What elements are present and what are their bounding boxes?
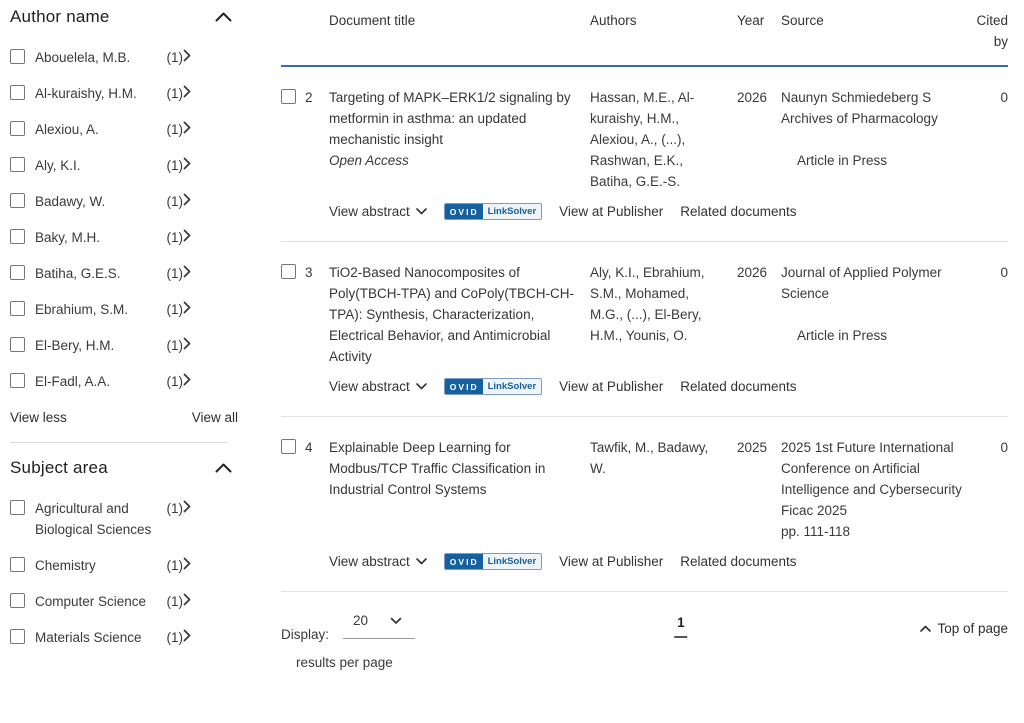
linksolver-label: LinkSolver <box>483 379 542 394</box>
subject-facet-item[interactable] <box>10 627 240 648</box>
related-documents-link[interactable]: Related documents <box>680 204 797 219</box>
pagination <box>674 612 688 638</box>
document-title-link[interactable]: Explainable Deep Learning for Modbus/TCP Traffic Classification in Industrial Control Systems <box>329 440 546 497</box>
results-list <box>281 67 1008 592</box>
cited-by-cell[interactable]: 0 <box>1000 440 1008 455</box>
author-facet-item[interactable] <box>10 119 240 140</box>
year-cell: 2026 <box>737 265 768 280</box>
source-cell <box>781 437 975 542</box>
facet-label: Badawy, W. <box>35 194 106 209</box>
chevron-right-icon[interactable] <box>183 498 201 513</box>
authors-cell: Aly, K.I., Ebrahium, S.M., Mohamed, M.G., (...), El-Bery, H.M., Younis, O. <box>590 265 705 343</box>
source-cell <box>781 87 975 171</box>
facet-label: Abouelela, M.B. <box>35 50 131 65</box>
author-facet-links <box>10 407 238 428</box>
subject-facet-item[interactable] <box>10 555 240 576</box>
ovid-logo: OVID <box>445 379 483 394</box>
facet-count: (1) <box>166 302 183 317</box>
facet-label: Agricultural and Biological Sciences <box>35 501 152 537</box>
facet-label: Al-kuraishy, H.M. <box>35 86 137 101</box>
chevron-right-icon[interactable] <box>183 119 201 134</box>
source-title: Naunyn Schmiedeberg S Archives of Pharmacology <box>781 90 938 126</box>
facet-label: Alexiou, A. <box>35 122 99 137</box>
author-facet-list <box>10 47 240 392</box>
column-header-authors: Authors <box>590 13 637 28</box>
facet-checkbox[interactable] <box>10 629 25 644</box>
chevron-down-icon <box>416 383 427 390</box>
author-facet-item[interactable] <box>10 263 240 284</box>
facet-label: Batiha, G.E.S. <box>35 266 121 281</box>
ovid-logo: OVID <box>445 204 483 219</box>
column-header-cited-by: Cited by <box>976 13 1008 49</box>
cited-by-cell[interactable]: 0 <box>1000 90 1008 105</box>
subject-facet-header[interactable] <box>10 457 240 478</box>
results-per-page-select[interactable] <box>343 610 415 639</box>
column-header-year: Year <box>737 13 765 28</box>
view-abstract-label: View abstract <box>329 379 410 394</box>
document-checkbox[interactable] <box>281 264 296 279</box>
ovid-logo: OVID <box>445 554 483 569</box>
chevron-right-icon[interactable] <box>183 299 201 314</box>
facet-count: (1) <box>166 122 183 137</box>
chevron-right-icon[interactable] <box>183 555 201 570</box>
view-abstract-toggle[interactable] <box>329 551 427 572</box>
facet-label: Chemistry <box>35 558 96 573</box>
article-in-press-label: Article in Press <box>797 328 888 343</box>
facet-divider <box>10 442 228 443</box>
chevron-right-icon[interactable] <box>183 627 201 642</box>
cited-by-cell[interactable]: 0 <box>1000 265 1008 280</box>
chevron-right-icon[interactable] <box>183 83 201 98</box>
facet-checkbox[interactable] <box>10 557 25 572</box>
display-control <box>281 610 1008 645</box>
facet-count: (1) <box>166 630 183 645</box>
row-number: 2 <box>305 90 313 105</box>
author-name-facet <box>10 6 240 428</box>
view-abstract-label: View abstract <box>329 204 410 219</box>
facet-count: (1) <box>166 558 183 573</box>
chevron-down-icon <box>416 558 427 565</box>
authors-cell: Hassan, M.E., Al-kuraishy, H.M., Alexiou, A., (...), Rashwan, E.K., Batiha, G.E.-S. <box>590 90 695 189</box>
document-title-cell <box>329 87 590 171</box>
author-facet-header[interactable] <box>10 6 240 27</box>
facet-checkbox[interactable] <box>10 593 25 608</box>
year-cell: 2026 <box>737 90 768 105</box>
source-cell <box>781 262 975 346</box>
facet-checkbox[interactable] <box>10 500 25 515</box>
facet-count: (1) <box>166 50 183 65</box>
document-title-cell <box>329 262 590 367</box>
year-cell: 2025 <box>737 440 768 455</box>
view-less-link[interactable]: View less <box>10 410 67 425</box>
facet-label: El-Bery, H.M. <box>35 338 115 353</box>
page-number-current[interactable]: 1 <box>674 612 688 638</box>
results-table-header <box>281 10 1008 67</box>
facet-label: Computer Science <box>35 594 147 609</box>
row-number: 4 <box>305 440 313 455</box>
row-number: 3 <box>305 265 313 280</box>
related-documents-link[interactable]: Related documents <box>680 554 797 569</box>
per-page-value: 20 <box>353 613 369 628</box>
document-checkbox[interactable] <box>281 439 296 454</box>
row-actions <box>329 376 1008 397</box>
source-title: 2025 1st Future International Conference on Artificial Intelligence and Cybersecurity Ficac 2025 <box>781 440 962 518</box>
document-title-link[interactable]: Targeting of MAPK–ERK1/2 signaling by metformin in asthma: an updated mechanistic insight <box>329 90 571 147</box>
top-of-page-label: Top of page <box>937 621 1008 636</box>
facet-label: Baky, M.H. <box>35 230 101 245</box>
facet-count: (1) <box>166 501 183 516</box>
facet-count: (1) <box>166 266 183 281</box>
ovid-linksolver-button[interactable] <box>444 378 542 395</box>
results-main <box>255 0 1024 723</box>
chevron-right-icon[interactable] <box>183 371 201 386</box>
subject-facet-item[interactable] <box>10 498 240 540</box>
author-facet-item[interactable] <box>10 155 240 176</box>
facet-label: El-Fadl, A.A. <box>35 374 111 389</box>
document-title-link[interactable]: TiO2-Based Nanocomposites of Poly(TBCH-TPA) and CoPoly(TBCH-CH-TPA): Synthesis, Characterization, Electrical Behavior, and Antimicrobial Activity <box>329 265 575 364</box>
linksolver-label: LinkSolver <box>483 554 542 569</box>
facet-checkbox[interactable] <box>10 337 25 352</box>
view-abstract-label: View abstract <box>329 554 410 569</box>
subject-facet-item[interactable] <box>10 591 240 612</box>
chevron-down-icon <box>390 617 402 625</box>
author-facet-item[interactable] <box>10 47 240 68</box>
chevron-up-icon <box>920 625 931 632</box>
refine-results-sidebar <box>0 0 255 723</box>
facet-count: (1) <box>166 158 183 173</box>
author-facet-item[interactable] <box>10 371 240 392</box>
ovid-linksolver-button[interactable] <box>444 553 542 570</box>
document-checkbox[interactable] <box>281 89 296 104</box>
facet-checkbox[interactable] <box>10 157 25 172</box>
chevron-down-icon <box>416 208 427 215</box>
document-title-cell <box>329 437 590 500</box>
linksolver-label: LinkSolver <box>483 204 542 219</box>
view-at-publisher-link[interactable]: View at Publisher <box>559 379 664 394</box>
facet-label: Ebrahium, S.M. <box>35 302 129 317</box>
header-spacer <box>281 10 329 52</box>
row-actions <box>329 201 1008 222</box>
facet-count: (1) <box>166 338 183 353</box>
column-header-document-title: Document title <box>329 13 416 28</box>
view-abstract-toggle[interactable] <box>329 201 427 222</box>
document-row <box>281 242 1008 417</box>
facet-checkbox[interactable] <box>10 373 25 388</box>
results-footer <box>281 610 1008 690</box>
source-title: Journal of Applied Polymer Science <box>781 265 942 301</box>
facet-count: (1) <box>166 194 183 209</box>
facet-count: (1) <box>166 374 183 389</box>
facet-checkbox[interactable] <box>10 85 25 100</box>
view-abstract-toggle[interactable] <box>329 376 427 397</box>
view-at-publisher-link[interactable]: View at Publisher <box>559 554 664 569</box>
facet-checkbox[interactable] <box>10 229 25 244</box>
subject-facet-title: Subject area <box>10 458 108 477</box>
facet-checkbox[interactable] <box>10 265 25 280</box>
chevron-right-icon[interactable] <box>183 591 201 606</box>
author-facet-item[interactable] <box>10 227 240 248</box>
facet-checkbox[interactable] <box>10 301 25 316</box>
open-access-label: Open Access <box>329 153 409 168</box>
facet-checkbox[interactable] <box>10 49 25 64</box>
author-facet-item[interactable] <box>10 191 240 212</box>
author-facet-item[interactable] <box>10 299 240 320</box>
author-facet-item[interactable] <box>10 335 240 356</box>
chevron-right-icon[interactable] <box>183 335 201 350</box>
ovid-linksolver-button[interactable] <box>444 203 542 220</box>
author-facet-title: Author name <box>10 7 110 26</box>
display-label: Display: <box>281 627 330 642</box>
author-facet-item[interactable] <box>10 83 240 104</box>
facet-count: (1) <box>166 594 183 609</box>
document-row <box>281 417 1008 592</box>
chevron-right-icon[interactable] <box>183 227 201 242</box>
facet-count: (1) <box>166 86 183 101</box>
chevron-right-icon[interactable] <box>183 263 201 278</box>
chevron-right-icon[interactable] <box>183 155 201 170</box>
chevron-right-icon[interactable] <box>183 191 201 206</box>
column-header-source: Source <box>781 13 824 28</box>
row-select <box>281 437 329 458</box>
view-at-publisher-link[interactable]: View at Publisher <box>559 204 664 219</box>
authors-cell: Tawfik, M., Badawy, W. <box>590 440 709 476</box>
view-all-link[interactable]: View all <box>191 410 238 425</box>
per-page-suffix: results per page <box>296 655 393 670</box>
facet-checkbox[interactable] <box>10 121 25 136</box>
top-of-page-link[interactable] <box>920 618 1008 639</box>
article-in-press-label: Article in Press <box>797 153 888 168</box>
facet-count: (1) <box>166 230 183 245</box>
facet-checkbox[interactable] <box>10 193 25 208</box>
source-pages: pp. 111-118 <box>781 524 851 539</box>
subject-area-facet <box>10 457 240 648</box>
row-select <box>281 262 329 283</box>
document-row <box>281 67 1008 242</box>
subject-facet-list <box>10 498 240 648</box>
facet-label: Aly, K.I. <box>35 158 81 173</box>
related-documents-link[interactable]: Related documents <box>680 379 797 394</box>
chevron-up-icon[interactable] <box>215 12 232 22</box>
row-select <box>281 87 329 108</box>
row-actions <box>329 551 1008 572</box>
chevron-up-icon[interactable] <box>215 463 232 473</box>
facet-label: Materials Science <box>35 630 142 645</box>
chevron-right-icon[interactable] <box>183 47 201 62</box>
